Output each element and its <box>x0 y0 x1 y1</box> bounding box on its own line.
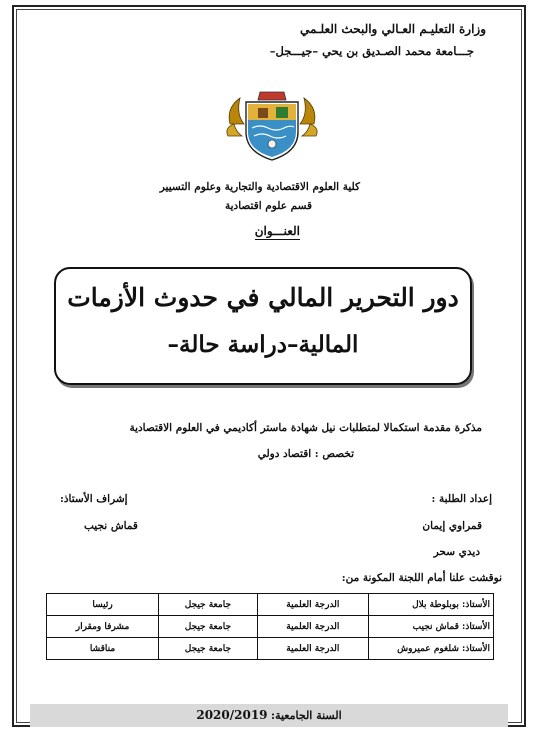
table-row <box>47 638 494 660</box>
supervisor-name: قماش نجيب <box>84 520 138 532</box>
jury-member-institution: جامعة جيجل <box>159 616 258 638</box>
jury-intro: نوقشت علنا أمام اللجنة المكونة من: <box>341 572 502 584</box>
university-logo <box>224 90 320 162</box>
supervision-label: إشراف الأستاذ: <box>60 493 128 505</box>
academic-year-band <box>30 704 508 727</box>
university-name: جـــامعة محمد الصـديق بن يحي –جيـــجل– <box>269 44 474 58</box>
jury-table <box>46 593 494 660</box>
academic-year <box>30 708 508 722</box>
jury-member-role: رئيسا <box>47 594 159 616</box>
jury-member-name: الأستاذ: شلغوم عميروش <box>369 638 494 660</box>
jury-member-institution: جامعة جيجل <box>159 638 258 660</box>
prepared-by-label: إعداد الطلبة : <box>431 493 492 505</box>
jury-member-name: الأستاذ: قماش نجيب <box>369 616 494 638</box>
jury-member-institution: جامعة جيجل <box>159 594 258 616</box>
department-name: قسم علوم اقتصادية <box>225 200 312 212</box>
jury-member-rank: الدرجة العلمية <box>257 616 368 638</box>
student-name: ديدي سحر <box>433 546 480 558</box>
student-name: قمراوي إيمان <box>422 520 482 532</box>
ministry-name: وزارة التعليـم العـالي والبحث العلـمي <box>300 22 486 36</box>
thesis-title-box <box>54 267 472 385</box>
memo-statement: مذكرة مقدمة استكمالا لمتطلبات نيل شهادة ماستر أكاديمي في العلوم الاقتصادية <box>129 422 482 434</box>
academic-year-label: السنة الجامعية: <box>271 709 342 722</box>
table-row <box>47 616 494 638</box>
jury-member-role: مناقشا <box>47 638 159 660</box>
table-row <box>47 594 494 616</box>
title-label: العنـــوان <box>254 224 300 238</box>
thesis-title-line-1: دور التحرير المالي في حدوث الأزمات <box>67 283 459 312</box>
jury-member-name: الأستاذ: بوبلوطة بلال <box>369 594 494 616</box>
jury-member-rank: الدرجة العلمية <box>257 638 368 660</box>
academic-year-value: 2020/2019 <box>196 708 268 722</box>
faculty-name: كلية العلوم الاقتصادية والتجارية وعلوم التسيير <box>159 181 360 193</box>
jury-member-role: مشرفا ومقرار <box>47 616 159 638</box>
jury-member-rank: الدرجة العلمية <box>257 594 368 616</box>
thesis-title-line-2: المالية–دراسة حالة– <box>167 331 359 358</box>
specialization: تخصص : اقتصاد دولي <box>257 448 354 460</box>
